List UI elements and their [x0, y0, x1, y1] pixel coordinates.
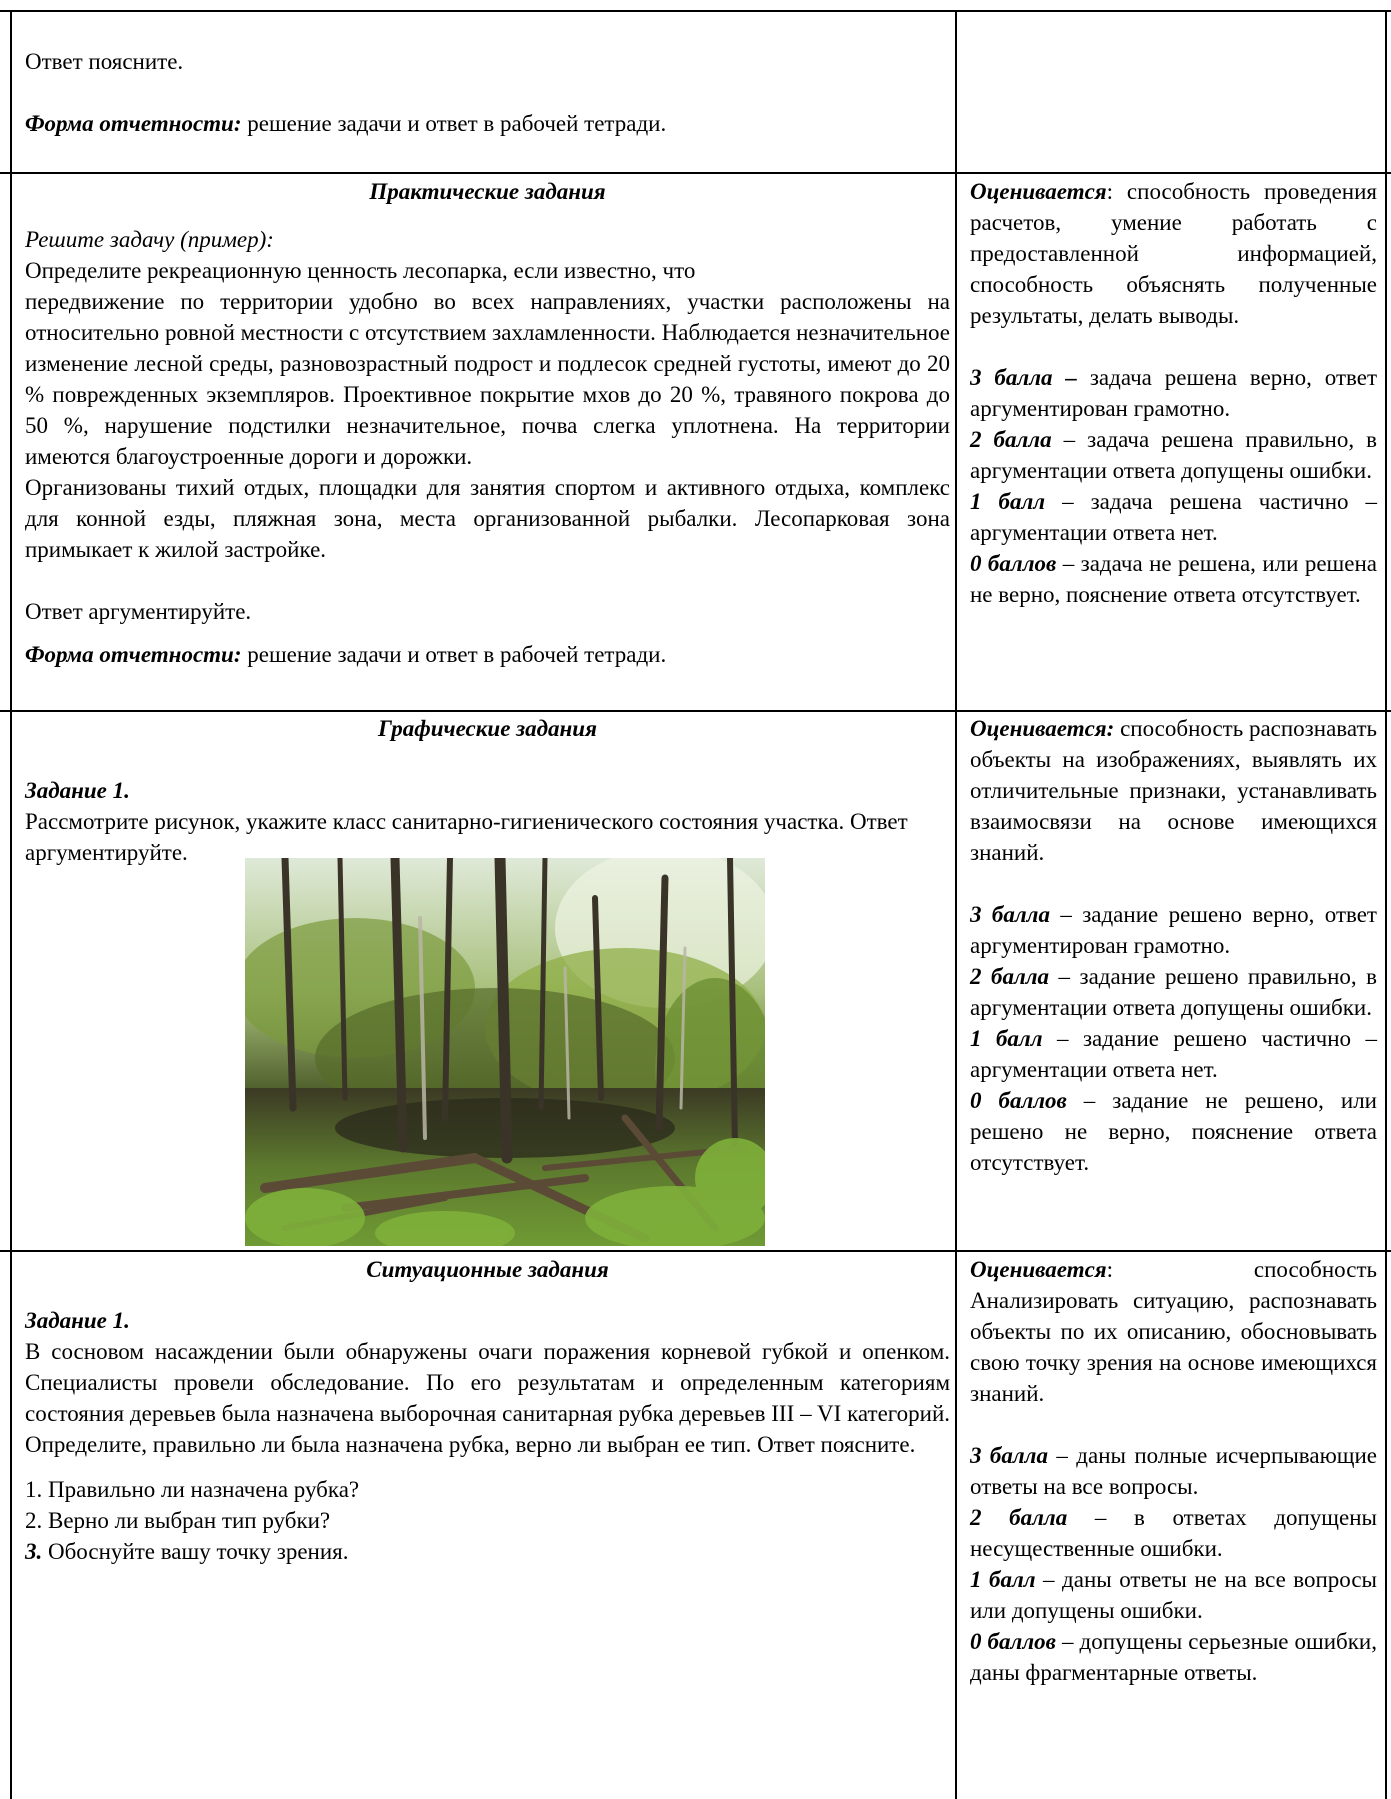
criteria-label: Оценивается — [970, 1257, 1107, 1282]
section-heading-practical: Практические задания — [369, 179, 606, 204]
row4-left-cell — [25, 1254, 950, 1567]
answer-instruction: Ответ аргументируйте. — [25, 599, 252, 624]
row2-right-cell — [970, 176, 1377, 610]
task-first-line: Определите рекреационную ценность лесопарка, если известно, что — [25, 258, 696, 283]
grade-text: – задача не решена, или решена не верно, пояснение ответа отсутствует. — [970, 551, 1377, 607]
criteria — [970, 1254, 1377, 1409]
forest-photo-image — [245, 858, 765, 1246]
report-form — [25, 639, 950, 670]
grade-item — [970, 362, 1377, 424]
grade-item — [970, 1440, 1377, 1502]
grade-label: 0 баллов — [970, 551, 1057, 576]
grade-text: задача решена верно, ответ аргументирован грамотно. — [970, 365, 1377, 421]
criteria — [970, 176, 1377, 331]
grade-label: 0 баллов — [970, 1088, 1067, 1113]
grade-item — [970, 1502, 1377, 1564]
grade-text: – допущены серьезные ошибки, даны фрагментарные ответы. — [970, 1629, 1377, 1685]
grade-label: 1 балл — [970, 1567, 1036, 1592]
grade-text: – задача решена частично – аргументации ответа нет. — [970, 489, 1377, 545]
grade-item — [970, 1023, 1377, 1085]
answer-instruction: Ответ поясните. — [25, 49, 184, 74]
grade-label: 1 балл — [970, 1026, 1043, 1051]
report-form-text: решение задачи и ответ в рабочей тетради. — [241, 642, 667, 667]
task-body-2: Организованы тихий отдых, площадки для занятия спортом и активного отдыха, комплекс для конной езды, пляжная зона, места организованной рыбалки. Лесопарковая зона примыкает к жилой застройке. — [25, 475, 950, 562]
question-text: Верно ли выбран тип рубки? — [42, 1508, 331, 1533]
table-border-top — [0, 10, 1391, 12]
grade-item — [970, 961, 1377, 1023]
grade-item — [970, 548, 1377, 610]
grade-text: – задание решено верно, ответ аргументирован грамотно. — [970, 902, 1377, 958]
table-border-left — [10, 10, 12, 1799]
grade-label: 2 балла — [970, 964, 1050, 989]
task-text: В сосновом насаждении были обнаружены очаги поражения корневой губкой и опенком. Специалисты провели обследование. По его результатам и определенным категориям состояния деревьев была назначена выборочная санитарная рубка деревьев III – VI категорий. Определите, правильно ли была назначена рубка, верно ли выбран ее тип. Ответ поясните. — [25, 1339, 950, 1457]
section-heading-situational: Ситуационные задания — [366, 1257, 609, 1282]
criteria-text: способность распознавать объекты на изображениях, выявлять их отличительные признаки, устанавливать взаимосвязи на основе имеющихся знаний. — [970, 716, 1377, 865]
task-text: Рассмотрите рисунок, укажите класс санитарно-гигиенического состояния участка. Ответ аргументируйте. — [25, 809, 908, 865]
grade-label: 0 баллов — [970, 1629, 1056, 1654]
question-number: 1. — [25, 1477, 43, 1502]
criteria-label: Оценивается: — [970, 716, 1115, 741]
section-heading-graphic: Графические задания — [378, 716, 597, 741]
grade-label: 3 балла — [970, 902, 1050, 927]
row1-left-cell — [25, 46, 950, 139]
grade-item — [970, 486, 1377, 548]
grade-label: 3 балла — [970, 1443, 1048, 1468]
criteria-text: : способность Анализировать ситуацию, распознавать объекты по их описанию, обосновывать свою точку зрения на основе имеющихся знаний. — [970, 1257, 1377, 1406]
grade-text: – в ответах допущены несущественные ошибки. — [970, 1505, 1377, 1561]
grade-text: – задание решено частично – аргументации ответа нет. — [970, 1026, 1377, 1082]
grade-text: – задание не решено, или решено не верно, пояснение ответа отсутствует. — [970, 1088, 1377, 1175]
report-form-label: Форма отчетности: — [25, 111, 242, 136]
row-divider — [0, 172, 1391, 174]
grade-item — [970, 1085, 1377, 1178]
grade-item — [970, 424, 1377, 486]
forest-photo — [245, 858, 765, 1246]
row-divider — [0, 1250, 1391, 1252]
row3-right-cell — [970, 713, 1377, 1178]
table-border-right — [1385, 10, 1387, 1799]
grade-text: – даны ответы не на все вопросы или допущены ошибки. — [970, 1567, 1378, 1623]
grade-label: 3 балла – — [970, 365, 1077, 390]
question-text: Обоснуйте вашу точку зрения. — [42, 1539, 349, 1564]
criteria-text: : способность проведения расчетов, умение работать с предоставленной информацией, способность объяснять полученные результаты, делать выводы. — [970, 179, 1377, 328]
report-form-text: решение задачи и ответ в рабочей тетради. — [241, 111, 667, 136]
task-label: Задание 1. — [25, 1308, 130, 1333]
grade-item — [970, 1626, 1377, 1688]
row-divider — [0, 710, 1391, 712]
grade-text: – задание решено правильно, в аргументации ответа допущены ошибки. — [970, 964, 1377, 1020]
question-number: 2. — [25, 1508, 43, 1533]
grade-item — [970, 1564, 1377, 1626]
question-item — [25, 1536, 950, 1567]
row3-left-cell — [25, 713, 950, 868]
report-form — [25, 108, 950, 139]
question-item — [25, 1505, 950, 1536]
report-form-label: Форма отчетности: — [25, 642, 242, 667]
grade-text: – задача решена правильно, в аргументации ответа допущены ошибки. — [970, 427, 1377, 483]
row4-right-cell — [970, 1254, 1377, 1688]
row2-left-cell — [25, 176, 950, 670]
table-column-divider — [955, 10, 957, 1799]
grade-text: – даны полные исчерпывающие ответы на все вопросы. — [970, 1443, 1377, 1499]
grade-label: 2 балла — [970, 427, 1052, 452]
task-label: Задание 1. — [25, 778, 130, 803]
question-text: Правильно ли назначена рубка? — [42, 1477, 360, 1502]
grade-item — [970, 899, 1377, 961]
question-number: 3. — [25, 1539, 43, 1564]
grade-label: 2 балла — [970, 1505, 1068, 1530]
criteria — [970, 713, 1377, 868]
grade-label: 1 балл — [970, 489, 1046, 514]
question-item — [25, 1474, 950, 1505]
task-body: передвижение по территории удобно во всех направлениях, участки расположены на относительно ровной местности с отсутствием захламленности. Наблюдается незначительное изменение лесной среды, разновозрастный подрост и подлесок средней густоты, имеют до 20 % поврежденных экземпляров. Проективное покрытие мхов до 20 %, травяного покрова до 50 %, нарушение подстилки незначительное, почва слегка уплотнена. На территории имеются благоустроенные дороги и дорожки. — [25, 289, 950, 469]
criteria-label: Оценивается — [970, 179, 1107, 204]
task-subheading: Решите задачу (пример): — [25, 227, 274, 252]
